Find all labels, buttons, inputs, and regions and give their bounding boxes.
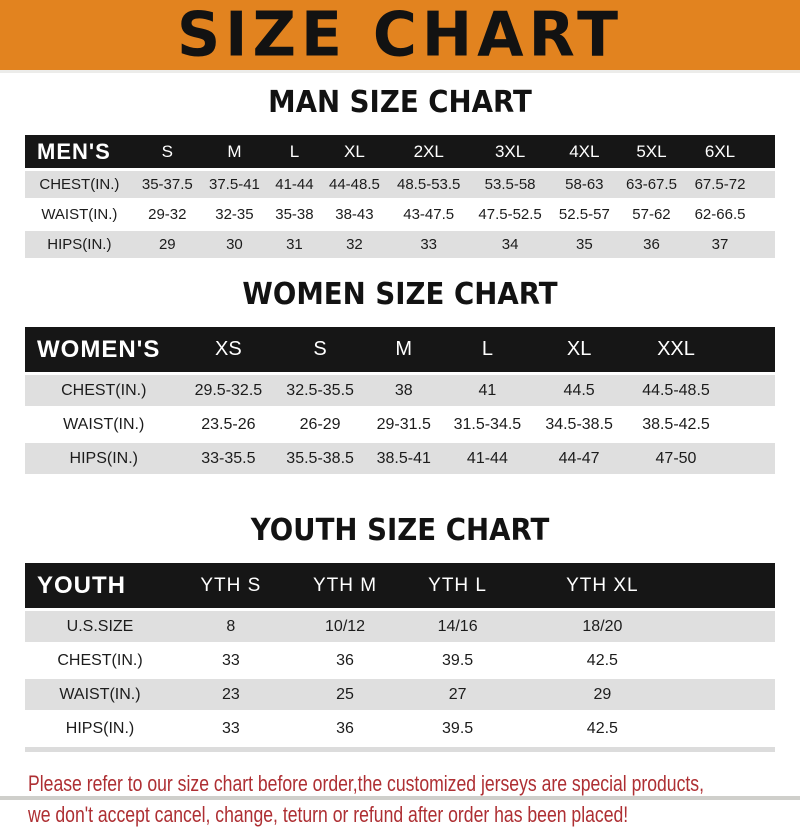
- size-value-cell: 31: [286, 236, 303, 253]
- size-column-header: XS: [215, 338, 242, 360]
- bottom-edge-divider: [0, 796, 800, 800]
- size-column-header: M: [227, 141, 242, 161]
- size-value-cell: 27: [448, 685, 467, 703]
- size-value-cell: 32: [346, 236, 363, 253]
- size-value-cell: 34.5-38.5: [545, 415, 613, 433]
- size-value-cell: 44-47: [558, 449, 600, 467]
- youth-size-table: [25, 560, 775, 752]
- size-value-cell: 38.5-42.5: [642, 415, 710, 433]
- youth-section-heading: YOUTH SIZE CHART: [250, 513, 550, 548]
- size-value-cell: 38: [394, 381, 413, 399]
- measurement-row-label: HIPS(IN.): [69, 449, 138, 467]
- size-column-header: 2XL: [413, 141, 444, 161]
- size-value-cell: 62-66.5: [694, 206, 746, 223]
- measurement-row-label: HIPS(IN.): [47, 236, 112, 253]
- size-value-cell: 29-32: [148, 206, 187, 223]
- size-chart-body: [0, 85, 800, 830]
- size-value-cell: 36: [336, 651, 354, 669]
- size-value-cell: 42.5: [586, 719, 618, 737]
- size-value-cell: 25: [336, 685, 354, 703]
- size-value-cell: 29.5-32.5: [194, 381, 263, 399]
- size-column-header: XL: [566, 338, 592, 360]
- size-value-cell: 8: [226, 617, 236, 635]
- table-group-label: MEN'S: [37, 138, 111, 164]
- men-size-section: [0, 85, 800, 261]
- size-value-cell: 43-47.5: [403, 206, 455, 223]
- measurement-row: [25, 713, 775, 744]
- measurement-row: [25, 171, 775, 198]
- size-column-header: 3XL: [494, 141, 526, 161]
- measurement-row: [25, 611, 775, 642]
- size-value-cell: 41: [478, 381, 497, 399]
- size-value-cell: 33: [221, 651, 240, 669]
- size-value-cell: 29-31.5: [376, 415, 431, 433]
- size-value-cell: 33: [221, 719, 240, 737]
- size-value-cell: 57-62: [632, 206, 671, 223]
- size-column-header: XXL: [657, 338, 695, 360]
- size-value-cell: 44.5-48.5: [642, 381, 710, 399]
- men-size-table: [25, 132, 775, 261]
- measurement-row-label: WAIST(IN.): [41, 206, 118, 223]
- size-value-cell: 36: [643, 236, 660, 253]
- size-column-header: XL: [344, 141, 365, 161]
- size-header-row: [25, 327, 775, 372]
- size-value-cell: 29: [158, 236, 176, 253]
- size-value-cell: 26-29: [299, 415, 341, 433]
- size-value-cell: 47.5-52.5: [478, 206, 542, 223]
- size-value-cell: 39.5: [442, 719, 474, 737]
- women-size-table: [25, 324, 775, 477]
- size-column-header: YTH S: [200, 574, 262, 596]
- disclaimer-line-2: we don't accept cancel, change, teturn or refund after order has been placed!: [28, 802, 629, 827]
- measurement-row-label: U.S.SIZE: [66, 617, 134, 635]
- size-value-cell: 33: [420, 236, 438, 253]
- measurement-row: [25, 231, 775, 258]
- table-group-label: YOUTH: [37, 571, 126, 599]
- size-value-cell: 32.5-35.5: [286, 381, 354, 399]
- size-value-cell: 58-63: [565, 176, 604, 193]
- size-column-header: S: [161, 141, 173, 161]
- size-header-row: [25, 563, 775, 608]
- size-value-cell: 52.5-57: [558, 206, 610, 223]
- size-value-cell: 67.5-72: [694, 176, 746, 193]
- size-column-header: YTH L: [428, 574, 488, 596]
- size-value-cell: 14/16: [437, 617, 478, 635]
- size-value-cell: 39.5: [442, 651, 474, 669]
- size-column-header: L: [289, 141, 300, 161]
- women-size-section: [0, 277, 800, 477]
- measurement-row-label: WAIST(IN.): [59, 685, 141, 703]
- size-value-cell: 37: [711, 236, 729, 253]
- size-value-cell: 23.5-26: [201, 415, 256, 433]
- measurement-row-label: CHEST(IN.): [57, 651, 143, 669]
- size-value-cell: 38-43: [335, 206, 374, 223]
- size-value-cell: 53.5-58: [484, 176, 536, 193]
- measurement-row: [25, 443, 775, 474]
- measurement-row: [25, 375, 775, 406]
- measurement-row-label: CHEST(IN.): [39, 176, 120, 193]
- size-value-cell: 35: [576, 236, 593, 253]
- size-column-header: L: [481, 338, 493, 360]
- measurement-row: [25, 409, 775, 440]
- size-column-header: M: [395, 338, 413, 360]
- size-value-cell: 31.5-34.5: [453, 415, 522, 433]
- size-value-cell: 63-67.5: [626, 176, 677, 193]
- size-value-cell: 44-48.5: [329, 176, 380, 193]
- size-column-header: YTH XL: [566, 574, 639, 596]
- size-value-cell: 29: [593, 685, 612, 703]
- size-value-cell: 23: [221, 685, 240, 703]
- size-value-cell: 41-44: [275, 176, 314, 193]
- size-value-cell: 42.5: [586, 651, 618, 669]
- size-value-cell: 48.5-53.5: [397, 176, 461, 193]
- size-column-header: S: [313, 338, 327, 360]
- banner-title: SIZE CHART: [176, 0, 624, 71]
- size-value-cell: 30: [226, 236, 243, 253]
- size-value-cell: 44.5: [563, 381, 595, 399]
- measurement-row-label: CHEST(IN.): [61, 381, 147, 399]
- size-value-cell: 35.5-38.5: [286, 449, 354, 467]
- size-value-cell: 10/12: [325, 617, 366, 635]
- women-section-heading: WOMEN SIZE CHART: [242, 277, 558, 312]
- size-column-header: 6XL: [704, 141, 736, 161]
- size-value-cell: 33-35.5: [201, 449, 256, 467]
- size-value-cell: 32-35: [215, 206, 254, 223]
- size-value-cell: 47-50: [655, 449, 697, 467]
- men-section-heading: MAN SIZE CHART: [268, 85, 532, 120]
- size-value-cell: 36: [336, 719, 354, 737]
- measurement-row: [25, 679, 775, 710]
- table-group-label: WOMEN'S: [37, 335, 161, 363]
- size-value-cell: 35-38: [275, 206, 314, 223]
- disclaimer-line-1: Please refer to our size chart before order,the customized jerseys are special products,: [28, 771, 704, 796]
- size-value-cell: 34: [501, 236, 519, 253]
- measurement-row: [25, 645, 775, 676]
- size-header-row: [25, 135, 775, 168]
- size-column-header: YTH M: [313, 574, 378, 596]
- measurement-row-label: HIPS(IN.): [65, 719, 135, 737]
- measurement-row-label: WAIST(IN.): [63, 415, 145, 433]
- size-value-cell: 37.5-41: [209, 176, 260, 193]
- size-column-header: 5XL: [636, 141, 667, 161]
- youth-size-section: [0, 513, 800, 752]
- size-value-cell: 41-44: [466, 449, 508, 467]
- size-chart-banner: [0, 0, 800, 73]
- size-column-header: 4XL: [569, 141, 600, 161]
- size-value-cell: 18/20: [582, 617, 623, 635]
- measurement-row: [25, 201, 775, 228]
- size-value-cell: 38.5-41: [376, 449, 431, 467]
- size-value-cell: 35-37.5: [141, 176, 193, 193]
